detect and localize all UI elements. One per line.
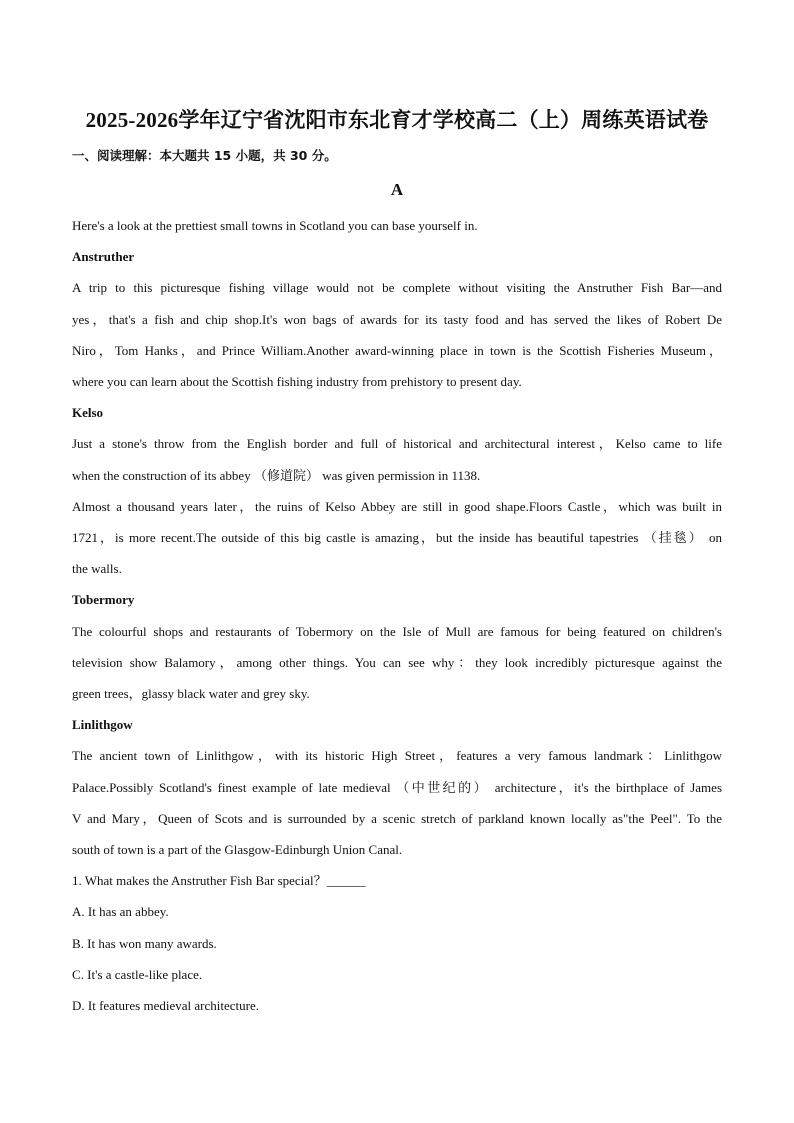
- paragraph-line: when the construction of its abbey （修道院） was given permission in 1138.: [72, 468, 481, 483]
- town-heading-kelso: Kelso: [72, 405, 104, 420]
- option-b: B. It has won many awards.: [72, 936, 217, 951]
- paragraph-line: A trip to this picturesque fishing village would not be complete without visiting the Anstruther Fish Bar—and: [72, 280, 722, 295]
- paragraph-line: green trees，glassy black water and grey sky.: [72, 686, 310, 701]
- paragraph-line: Almost a thousand years later，the ruins of Kelso Abbey are still in good shape.Floors Castle，which was built in: [72, 499, 722, 514]
- intro-text: Here's a look at the prettiest small towns in Scotland you can base yourself in.: [72, 218, 478, 233]
- option-a: A. It has an abbey.: [72, 904, 169, 919]
- section-header: 一、阅读理解：本大题共 15 小题，共 30 分。: [72, 148, 337, 163]
- paragraph-line: the walls.: [72, 561, 122, 576]
- question-stem: 1. What makes the Anstruther Fish Bar special？______: [72, 873, 366, 888]
- town-heading-tobermory: Tobermory: [72, 592, 135, 607]
- paragraph-line: V and Mary，Queen of Scots and is surrounded by a scenic stretch of parkland known locally as"the Peel". To the: [72, 811, 722, 826]
- paragraph-line: television show Balamory，among other things. You can see why：they look incredibly picturesque against the: [72, 655, 722, 670]
- town-heading-anstruther: Anstruther: [72, 249, 135, 264]
- paragraph-line: Palace.Possibly Scotland's finest example of late medieval （中世纪的） architecture，it's the birthplace of James: [72, 780, 722, 795]
- paragraph-line: where you can learn about the Scottish fishing industry from prehistory to present day.: [72, 374, 522, 389]
- paragraph-line: Just a stone's throw from the English border and full of historical and architectural interest，Kelso came to life: [72, 436, 722, 451]
- paragraph-line: Niro，Tom Hanks，and Prince William.Another award-winning place in town is the Scottish Fisheries Museum，: [72, 343, 722, 358]
- town-heading-linlithgow: Linlithgow: [72, 717, 133, 732]
- option-d: D. It features medieval architecture.: [72, 998, 259, 1013]
- paragraph-line: yes，that's a fish and chip shop.It's won bags of awards for its tasty food and has served the likes of Robert De: [72, 312, 722, 327]
- exam-title: 2025-2026学年辽宁省沈阳市东北育才学校高二（上）周练英语试卷: [85, 108, 709, 132]
- paragraph-line: south of town is a part of the Glasgow-Edinburgh Union Canal.: [72, 842, 403, 857]
- paragraph-line: The ancient town of Linlithgow，with its historic High Street，features a very famous landmark：Linlithgow: [72, 748, 722, 763]
- paragraph-line: 1721，is more recent.The outside of this big castle is amazing，but the inside has beautiful tapestries （挂毯） on: [72, 530, 722, 545]
- option-c: C. It's a castle-like place.: [72, 967, 203, 982]
- part-label: A: [390, 180, 404, 199]
- paragraph-line: The colourful shops and restaurants of Tobermory on the Isle of Mull are famous for being featured on children's: [72, 624, 722, 639]
